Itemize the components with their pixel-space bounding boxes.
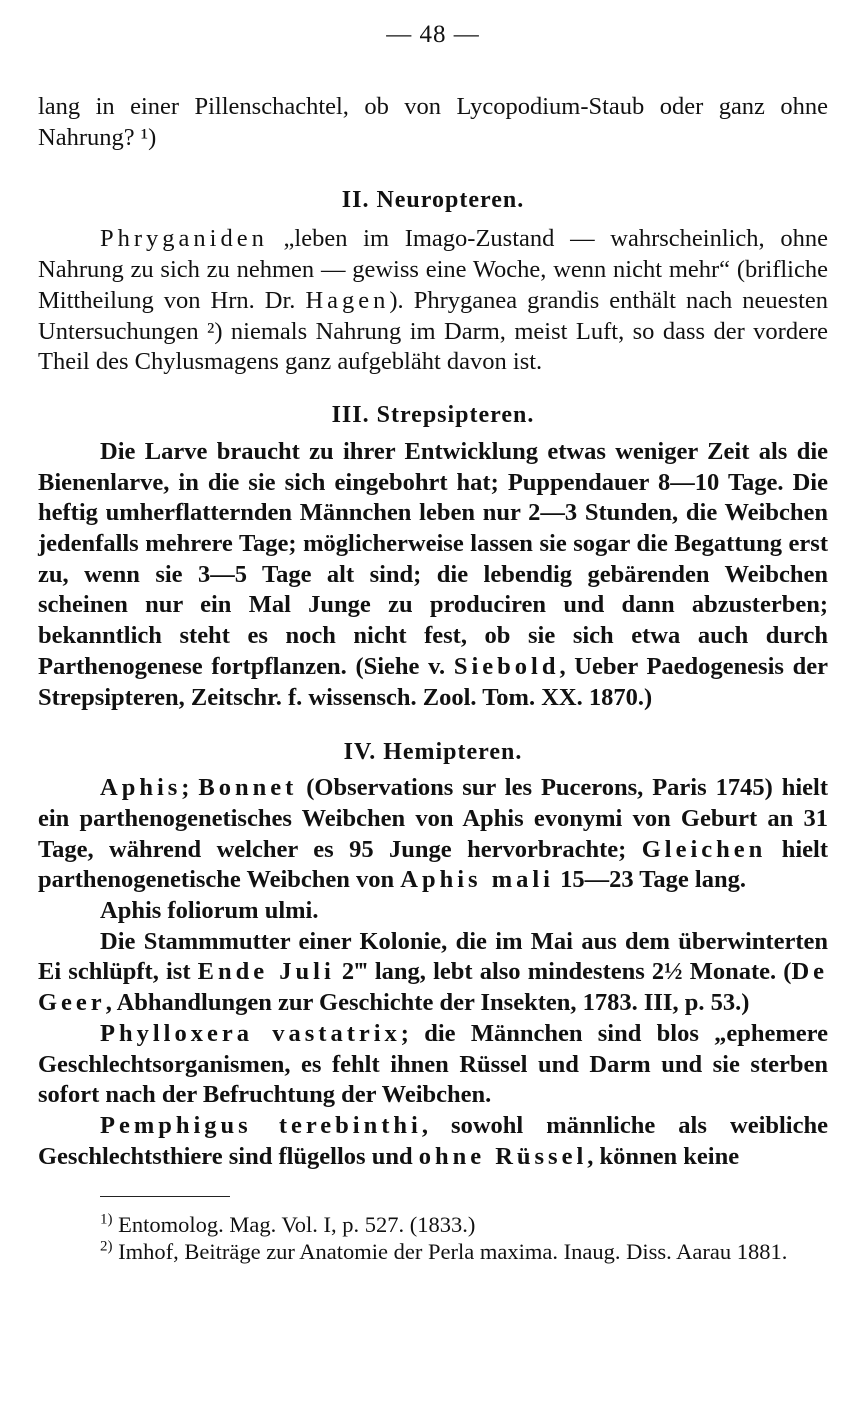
author-hagen: Hagen bbox=[305, 286, 390, 314]
footnote-1 bbox=[38, 1211, 828, 1238]
paragraph-text: ). Phryganea grandis enthält nach neuesten Untersuchungen ²) niemals Nahrung im Darm, meist Luft, so dass der vordere Theil des Chylusmagens ganz aufgebläht davon ist. bbox=[38, 286, 829, 376]
footnote-2 bbox=[38, 1238, 828, 1265]
paragraph-text: , Ueber Paedogenesis der Strepsipteren, Zeitschr. f. wissensch. Zool. Tom. XX. 1870.) bbox=[38, 652, 828, 711]
author-de-geer: De Geer bbox=[38, 958, 829, 1017]
document-page bbox=[38, 20, 828, 1265]
paragraph-phryganiden bbox=[38, 224, 828, 378]
paragraph-aphis: Aphis; Bonnet (Observations sur les Pucerons, Paris 1745) hielt ein parthenogenetisches Weibchen von Aphis evonymi von Geburt an 31 Tage, während welcher es 95 Junge hervorbrachte; Gleichen hielt parthenogenetische Weibchen von Aphis mali 15—23 Tage lang. bbox=[38, 774, 828, 894]
paragraph-phylloxera: Phylloxera vastatrix; die Männchen sind blos „ephemere Geschlechtsorganismen, es fehlt ihnen Rüssel und Darm und sie sterben sofort nach der Befruchtung der Weibchen. bbox=[38, 1019, 828, 1109]
taxon-pemphigus: Pemphigus terebinthi bbox=[100, 1111, 422, 1139]
continuation-paragraph: lang in einer Pillenschachtel, ob von Lycopodium-Staub oder ganz ohne Nahrung? ¹) bbox=[38, 93, 828, 151]
footnote-divider bbox=[100, 1196, 230, 1197]
section-heading-strepsipteren: III. Strepsipteren. bbox=[331, 401, 535, 428]
taxon-aphis-mali: Aphis mali bbox=[400, 866, 554, 894]
section-heading-hemipteren: IV. Hemipteren. bbox=[343, 739, 523, 766]
taxon-phylloxera: Phylloxera vastatrix bbox=[100, 1019, 401, 1047]
paragraph-pemphigus: Pemphigus terebinthi, sowohl männliche als weibliche Geschlechtsthiere sind flügellos und ohne Rüssel, können keine bbox=[38, 1111, 828, 1170]
author-bonnet: Bonnet bbox=[198, 774, 298, 802]
section-heading-neuropteren: II. Neuropteren. bbox=[341, 187, 525, 214]
footnote-text: Entomolog. Mag. Vol. I, p. 527. (1833.) bbox=[118, 1212, 476, 1238]
date-ende-juli: Ende Juli bbox=[197, 958, 335, 986]
emphasis-ohne-ruessel: ohne Rüssel bbox=[418, 1142, 588, 1170]
footnote-text: Imhof, Beiträge zur Anatomie der Perla maxima. Inaug. Diss. Aarau 1881. bbox=[118, 1239, 788, 1265]
footnote-marker: 1) bbox=[100, 1211, 113, 1228]
paragraph-stammmutter: Die Stammmutter einer Kolonie, die im Mai aus dem überwinterten Ei schlüpft, ist Ende Juli 2‴ lang, lebt also mindestens 2½ Monate. (De Geer, Abhandlungen zur Geschichte der Insekten, 1783. III, p. 53.) bbox=[38, 927, 829, 1017]
footnotes bbox=[38, 1211, 828, 1265]
taxon-aphis: Aphis bbox=[100, 774, 182, 802]
paragraph-strepsipteren bbox=[38, 437, 828, 713]
section-hemipteren bbox=[38, 773, 828, 1172]
paragraph-text: „leben im Imago-Zustand — wahrscheinlich, ohne Nahrung zu sich zu nehmen — gewiss eine Woche, wenn nicht mehr“ (brifliche Mittheilung von Hrn. Dr. bbox=[38, 225, 828, 314]
author-gleichen: Gleichen bbox=[641, 835, 767, 863]
paragraph-text: Die Larve braucht zu ihrer Entwicklung etwas weniger Zeit als die Bienenlarve, in die sie sich eingebohrt hat; Puppendauer 8—10 Tage. Die heftig umherflatternden Männchen leben nur 2—3 Stunden, die Weibchen jedenfalls mehrere Tage; möglicherweise lassen sie sogar die Begattung erst zu, wenn sie 3—5 Tage alt sind; die lebendig gebärenden Weibchen scheinen nur ein Mal Junge zu produciren und dann abzusterben; bekanntlich steht es noch nicht fest, ob sie sich etwa auch durch Parthenogenese fortpflanzen. (Siehe v. bbox=[38, 437, 828, 680]
footnote-marker: 2) bbox=[100, 1238, 113, 1255]
page-number: — 48 — bbox=[386, 21, 480, 48]
author-siebold: Siebold bbox=[453, 652, 560, 680]
paragraph-aphis-foliorum: Aphis foliorum ulmi. bbox=[100, 897, 319, 925]
taxon-phryganiden: Phryganiden bbox=[100, 225, 268, 253]
